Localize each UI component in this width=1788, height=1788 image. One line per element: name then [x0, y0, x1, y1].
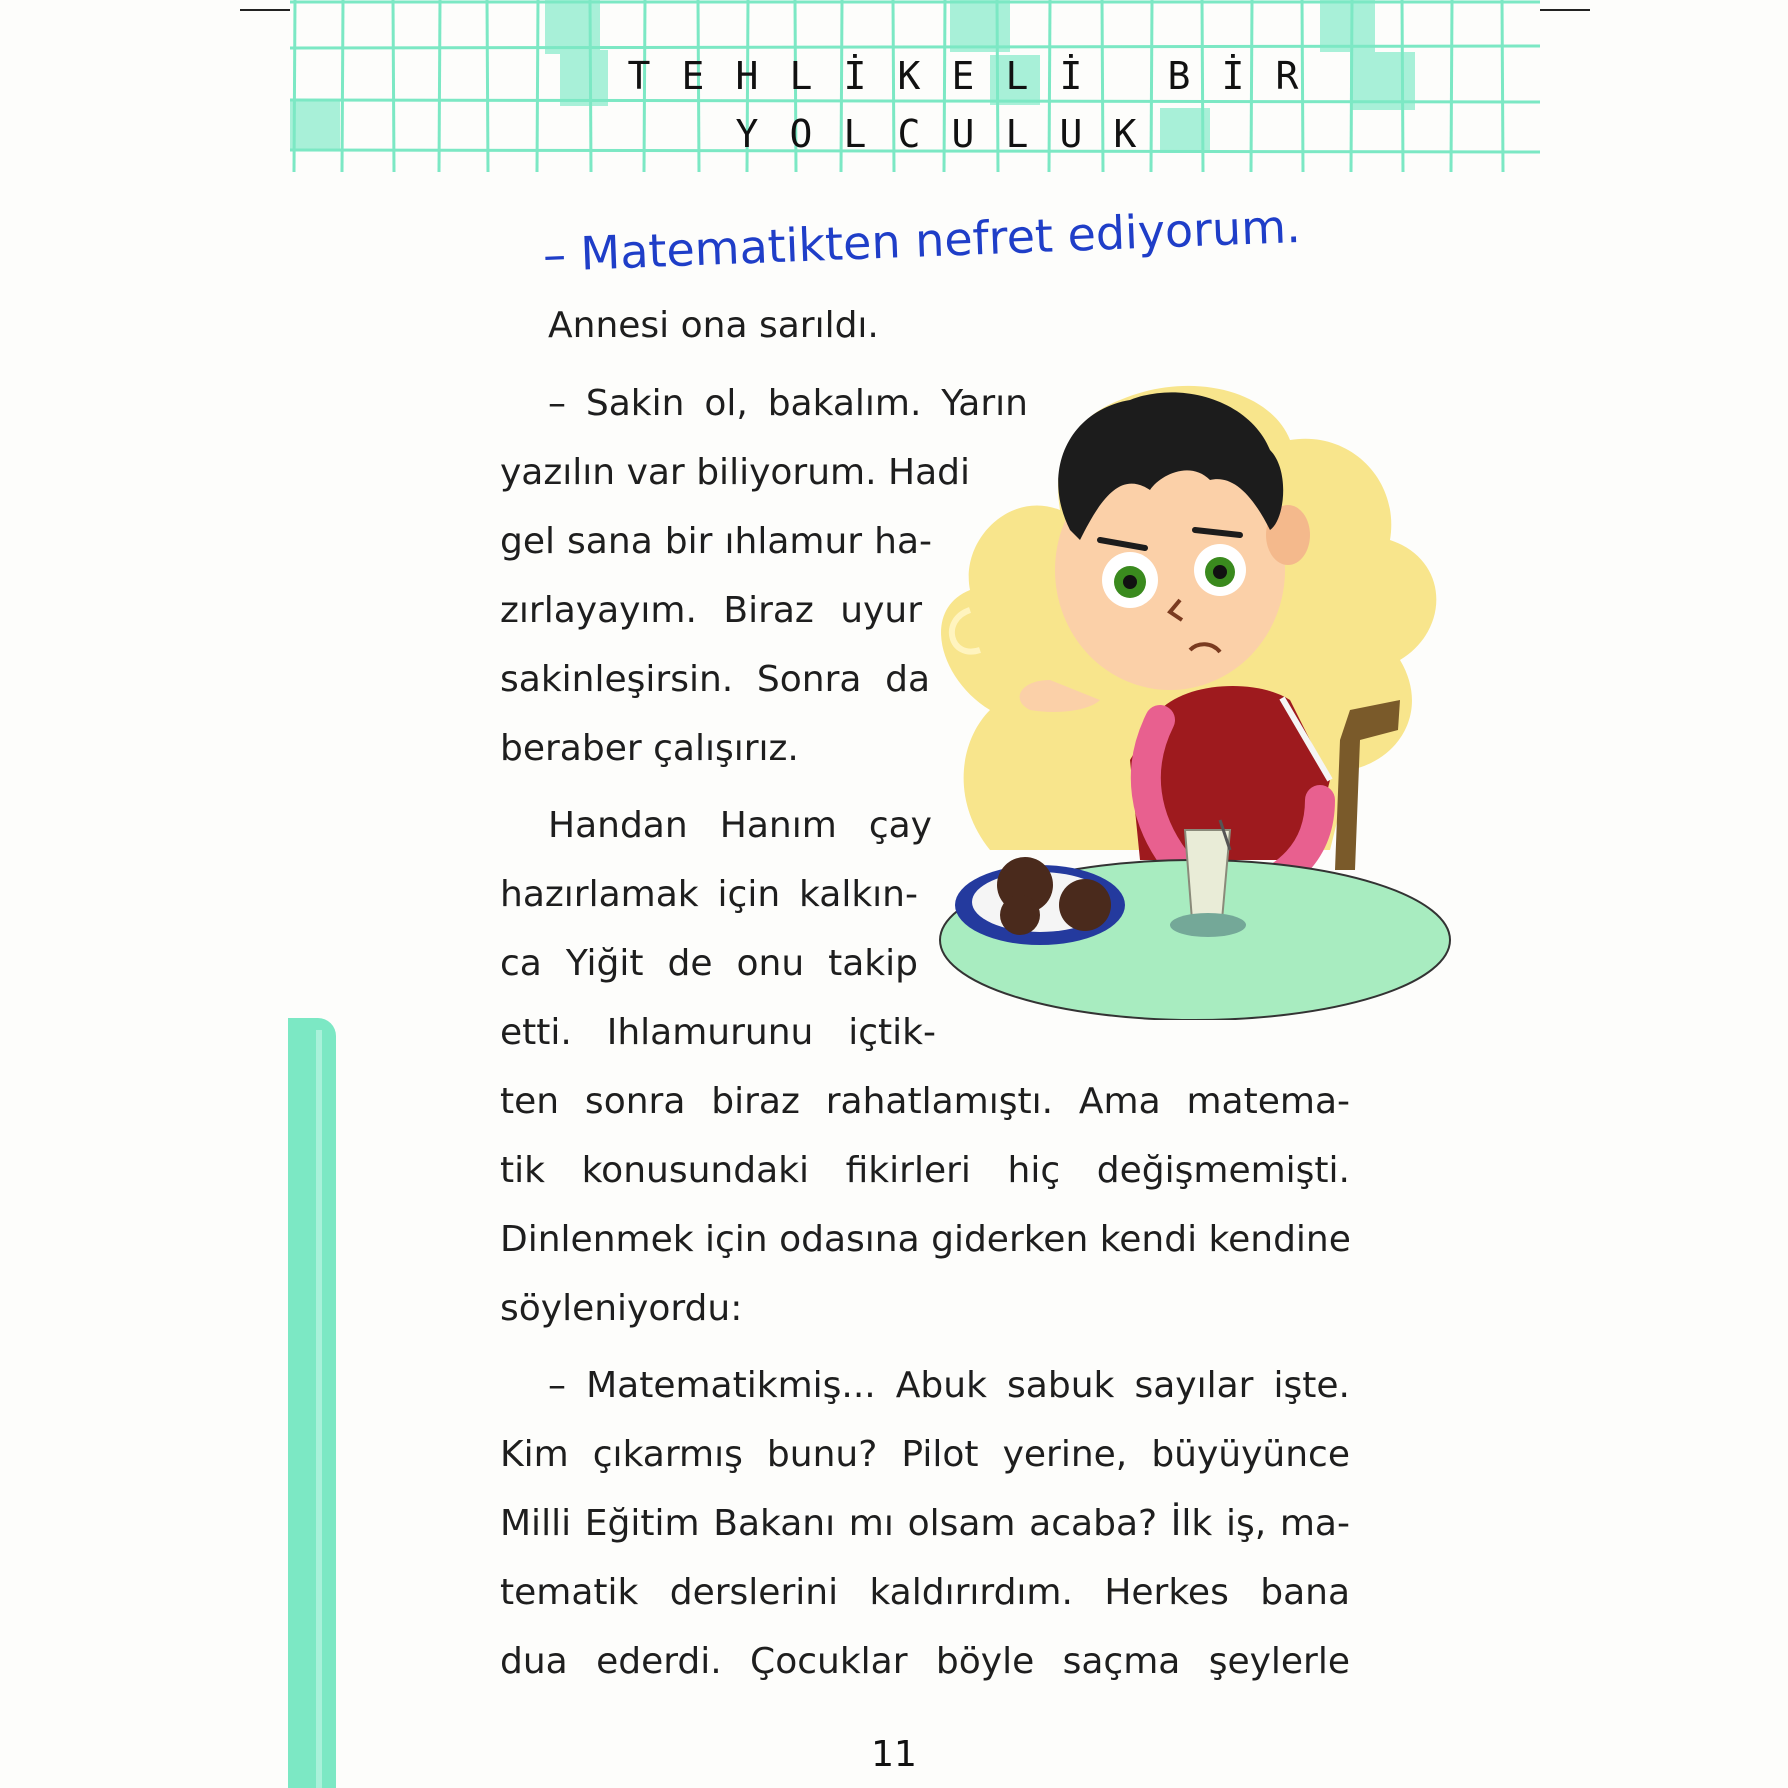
paragraph-line: sakinleşirsin. Sonra da	[500, 659, 930, 700]
title-letter: C	[897, 112, 921, 156]
cookie	[1000, 895, 1040, 935]
paragraph-line: beraber çalışırız.	[500, 728, 799, 769]
chapter-title-line1	[612, 54, 1314, 98]
paragraph-line: Dinlenmek için odasına giderken kendi kendine	[500, 1219, 1351, 1260]
title-letter: B	[1167, 54, 1191, 98]
title-letter: İ	[1221, 54, 1245, 98]
title-letter: İ	[843, 54, 867, 98]
paragraph-line: ca Yiğit de onu takip	[500, 943, 918, 984]
title-letter: L	[1005, 54, 1029, 98]
title-letter: Y	[735, 112, 759, 156]
paragraph-line: ten sonra biraz rahatlamıştı. Ama matema-	[500, 1081, 1350, 1122]
title-letter: İ	[1059, 54, 1083, 98]
title-letter: O	[789, 112, 813, 156]
paragraph-line: gel sana bir ıhlamur ha-	[500, 521, 932, 562]
title-letter: U	[1059, 112, 1083, 156]
title-letter: E	[681, 54, 705, 98]
page-edge-stripe	[288, 1018, 336, 1788]
title-letter: K	[1113, 112, 1137, 156]
paragraph-line: Annesi ona sarıldı.	[548, 305, 879, 346]
title-letter: R	[1275, 54, 1299, 98]
crop-mark-right	[1540, 9, 1590, 11]
paragraph-line: zırlayayım. Biraz uyur	[500, 590, 922, 631]
paragraph-line: dua ederdi. Çocuklar böyle saçma şeylerle	[500, 1641, 1350, 1682]
title-letter: T	[627, 54, 651, 98]
paragraph-line: yazılın var biliyorum. Hadi	[500, 452, 970, 493]
paragraph-line: söyleniyordu:	[500, 1288, 743, 1329]
title-letter: L	[843, 112, 867, 156]
paragraph-line: – Sakin ol, bakalım. Yarın	[548, 383, 1028, 424]
cookie	[1059, 879, 1111, 931]
title-letter: L	[789, 54, 813, 98]
page-number: 11	[871, 1734, 917, 1775]
speech-line: – Matematikten nefret ediyorum.	[541, 198, 1302, 282]
crop-mark-left	[240, 9, 290, 11]
tea-glass	[1185, 830, 1230, 920]
title-letter: H	[735, 54, 759, 98]
paragraph-line: Handan Hanım çay	[548, 805, 932, 846]
chapter-header	[290, 0, 1540, 172]
paragraph-line: tematik derslerini kaldırırdım. Herkes bana	[500, 1572, 1350, 1613]
paragraph-line: hazırlamak için kalkın-	[500, 874, 918, 915]
chapter-title-line2	[720, 112, 1152, 156]
title-letter: E	[951, 54, 975, 98]
paragraph-line: Kim çıkarmış bunu? Pilot yerine, büyüyünce	[500, 1434, 1350, 1475]
title-letter: U	[951, 112, 975, 156]
title-letter: K	[897, 54, 921, 98]
boy-illustration	[930, 380, 1460, 1020]
paragraph-line: Milli Eğitim Bakanı mı olsam acaba? İlk iş, ma-	[500, 1503, 1350, 1544]
paragraph-line: etti. Ihlamurunu içtik-	[500, 1012, 936, 1053]
paragraph-line: – Matematikmiş... Abuk sabuk sayılar işte.	[548, 1365, 1350, 1406]
paragraph-line: tik konusundaki fikirleri hiç değişmemişti.	[500, 1150, 1350, 1191]
title-letter: L	[1005, 112, 1029, 156]
